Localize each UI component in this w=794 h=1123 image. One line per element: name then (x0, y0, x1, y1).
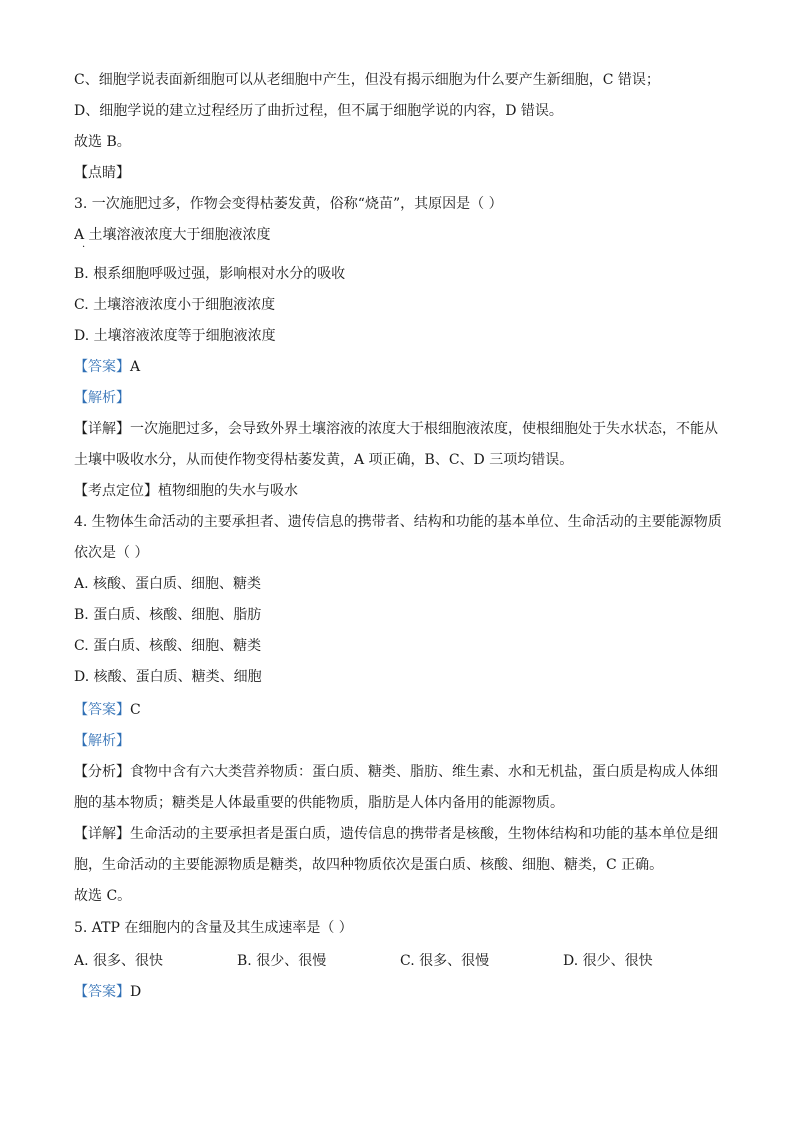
q4-option-b: B. 蛋白质、核酸、细胞、脂肪 (74, 607, 262, 623)
q5-option-a: A. 很多、很快 (74, 953, 164, 969)
q5-option-b: B. 很少、很慢 (237, 953, 327, 969)
answer-value: C (130, 702, 141, 718)
q4-answer (74, 701, 734, 719)
q3-detail-1 (74, 420, 734, 438)
q3-detail-2: 土壤中吸收水分，从而使作物变得枯萎发黄，A 项正确，B、C、D 三项均错误。 (74, 452, 574, 468)
question-4-line-1: 4. 生物体生命活动的主要承担者、遗传信息的携带者、结构和功能的基本单位、生命活动的主要能源物质 (74, 514, 722, 530)
q4-analysis-2: 胞的基本物质；糖类是人体最重要的供能物质，脂肪是人体内备用的能源物质。 (74, 795, 564, 811)
analysis-tag: 【分析】 (74, 764, 130, 780)
q3-topic (74, 482, 734, 500)
q3-option-c: C. 土壤溶液浓度小于细胞液浓度 (74, 297, 276, 313)
answer-value: A (130, 359, 141, 375)
q4-analysis-heading: 【解析】 (74, 733, 130, 749)
q5-answer (74, 983, 734, 1001)
q3-option-b: B. 根系细胞呼吸过强，影响根对水分的吸收 (74, 266, 346, 282)
detail-text: 一次施肥过多，会导致外界土壤溶液的浓度大于根细胞液浓度，使根细胞处于失水状态，不能从 (130, 421, 718, 437)
q4-analysis-1 (74, 763, 734, 781)
answer-tag: 【答案】 (74, 984, 130, 1000)
option-dot-mark: · (82, 242, 86, 253)
text-line-d-statement: D、细胞学说的建立过程经历了曲折过程，但不属于细胞学说的内容，D 错误。 (74, 103, 563, 119)
q5-option-c: C. 很多、很慢 (400, 953, 490, 969)
detail-tag: 【详解】 (74, 826, 130, 842)
q4-option-a: A. 核酸、蛋白质、细胞、糖类 (74, 576, 262, 592)
q3-option-d: D. 土壤溶液浓度等于细胞液浓度 (74, 328, 276, 344)
question-4-line-2: 依次是（ ） (74, 545, 149, 561)
detail-tag: 【详解】 (74, 421, 130, 437)
q3-option-a: A 土壤溶液浓度大于细胞液浓度 (74, 227, 271, 243)
answer-conclusion: 故选 B。 (74, 134, 131, 150)
q3-answer (74, 358, 734, 376)
q4-option-c: C. 蛋白质、核酸、细胞、糖类 (74, 638, 262, 654)
q4-option-d: D. 核酸、蛋白质、糖类、细胞 (74, 669, 262, 685)
question-3: 3. 一次施肥过多，作物会变得枯萎发黄，俗称“烧苗”，其原因是（ ） (74, 196, 503, 212)
answer-value: D (130, 984, 142, 1000)
detail-text: 生命活动的主要承担者是蛋白质，遗传信息的携带者是核酸，生物体结构和功能的基本单位是细 (130, 826, 718, 842)
topic-tag: 【考点定位】 (74, 483, 158, 499)
q4-detail-2: 胞，生命活动的主要能源物质是糖类，故四种物质依次是蛋白质、核酸、细胞、糖类，C 正确。 (74, 857, 664, 873)
topic-text: 植物细胞的失水与吸水 (158, 483, 298, 499)
q5-option-d: D. 很少、很快 (563, 953, 653, 969)
q3-analysis-heading: 【解析】 (74, 390, 130, 406)
answer-tag: 【答案】 (74, 702, 130, 718)
text-line-c-statement: C、细胞学说表面新细胞可以从老细胞中产生，但没有揭示细胞为什么要产生新细胞，C 错误； (74, 72, 660, 88)
question-5: 5. ATP 在细胞内的含量及其生成速率是（ ） (74, 920, 353, 936)
answer-tag: 【答案】 (74, 359, 130, 375)
q4-conclusion: 故选 C。 (74, 888, 132, 904)
dianjing-heading: 【点睛】 (74, 165, 130, 181)
q4-detail-1 (74, 825, 734, 843)
q5-options (74, 952, 734, 970)
analysis-text: 食物中含有六大类营养物质：蛋白质、糖类、脂肪、维生素、水和无机盐，蛋白质是构成人体细 (130, 764, 718, 780)
